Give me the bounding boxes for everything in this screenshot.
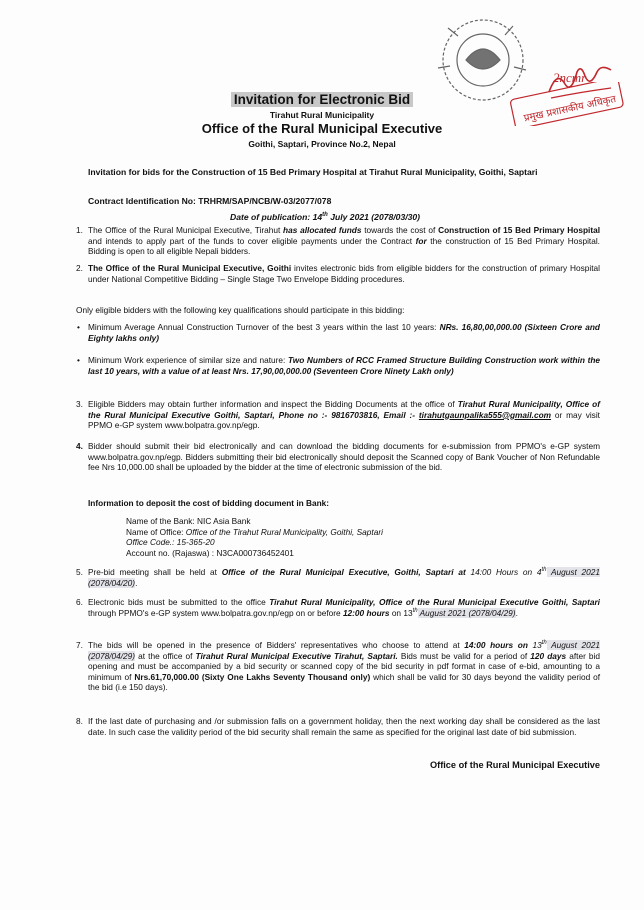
municipality-name: Tirahut Rural Municipality: [269, 110, 375, 120]
signature-text: 2ncmr: [553, 70, 587, 85]
bank-info: [126, 516, 566, 558]
office-address: Goithi, Saptari, Province No.2, Nepal: [248, 139, 396, 149]
item-3: 3. Eligible Bidders may obtain further information and inspect the Bidding Documents at the office of Tirahut Rural Municipality, Office of the Rural Municipal Executive Goithi, Saptari, Phone no :- 9816703816, Email :- tirahutgaunpalika555@gmail.com or may visit PPMO e-GP system www.bolpatra.gov.np/egp.: [76, 399, 600, 431]
item-4: 4. Bidder should submit their bid electronically and can download the bidding documents for e-submission from PPMO's e-GP system www.bolpatra.gov.np/egp. Bidders submitting their bid electronically should deposit the Scanned copy of Bank Voucher of Non Refundable fee Nrs 10,000.00 shall be uploaded by the bidder at the time of electronic submission of the bid.: [76, 441, 600, 473]
page-title: Invitation for Electronic Bid: [0, 91, 644, 108]
seal-text: प्रमुख प्रशासकीय अधिकृत: [523, 94, 618, 125]
item-6: 6. Electronic bids must be submitted to the office Tirahut Rural Municipality, Office of the Rural Municipal Executive Goithi, Saptari through PPMO's e-GP system www.bolpatra.gov.np/egp on or before 12:00 hours on 13th August 2021 (2078/04/29).: [76, 597, 600, 618]
bullet-turnover: • Minimum Average Annual Construction Turnover of the best 3 years within the last 10 years: NRs. 16,80,00,000.00 (Sixteen Crore and Eighty lakhs only): [77, 322, 600, 343]
bullet-experience: • Minimum Work experience of similar size and nature: Two Numbers of RCC Framed Structure Building Construction work within the last 10 years, with a value of at least Nrs. 17,90,00,000.00 (Seventeen Crore Ninety Lakh only): [77, 355, 601, 376]
publication-date: Date of publication: 14th July 2021 (2078/03/30): [230, 212, 421, 222]
bank-office-code: Office Code.: 15-365-20: [126, 537, 215, 548]
item-7: 7. The bids will be opened in the presence of Bidders' representatives who choose to attend at 14:00 hours on 13th August 2021 (2078/04/29) at the office of Tirahut Rural Municipal Executive Tirahut, Saptari. Bids must be valid for a period of 120 days after bid opening and must be accompanied by a bid security or scanned copy of the bid security in pdf format in case of e-bid, amounting to a minimum of Nrs.61,70,000.00 (Sixty One Lakhs Seventy Thousand only) which shall be valid for 30 days beyond the validity period of the bid (i.e 150 days).: [76, 640, 601, 693]
item-2: 2. The Office of the Rural Municipal Executive, Goithi invites electronic bids from eligible bidders for the construction of primary Hospital under National Competitive Bidding – Single Stage Two Envelope Bidding procedures.: [76, 263, 601, 284]
bid-subject: Invitation for bids for the Construction of 15 Bed Primary Hospital at Tirahut Rural Municipality, Goithi, Saptari: [88, 167, 538, 177]
bank-heading: Information to deposit the cost of bidding document in Bank:: [88, 498, 330, 508]
email-link[interactable]: tirahutgaunpalika555@gmail.com: [418, 409, 552, 420]
item-1: 1. The Office of the Rural Municipal Executive, Tirahut has allocated funds towards the cost of Construction of 15 Bed Primary Hospital and intends to apply part of the funds to cover eligible payments under the Contract for the construction of 15 Bed Primary Hospital. Bidding is open to all eligible Nepali bidders.: [76, 225, 601, 257]
office-name: Office of the Rural Municipal Executive: [201, 121, 443, 136]
bank-account: Account no. (Rajaswa) : N3CA000736452401: [126, 547, 294, 558]
bank-office: Name of Office: Office of the Tirahut Rural Municipality, Goithi, Saptari: [126, 526, 383, 537]
bank-name: Name of the Bank: NIC Asia Bank: [126, 516, 251, 526]
item-5: 5. Pre-bid meeting shall be held at Office of the Rural Municipal Executive, Goithi, Saptari at 14:00 Hours on 4th August 2021 (2078/04/20).: [76, 567, 601, 588]
signoff: Office of the Rural Municipal Executive: [429, 760, 600, 770]
item-8: 8. If the last date of purchasing and /or submission falls on a government holiday, then the next working day shall be considered as the last date. In such case the validity period of the bid security shall remain the same as specified for the original last date of bid submission.: [76, 716, 600, 737]
qualification-intro: Only eligible bidders with the following key qualifications should participate in this bidding:: [76, 305, 405, 315]
contract-id: Contract Identification No: TRHRM/SAP/NCB/W-03/2077/078: [88, 196, 332, 206]
